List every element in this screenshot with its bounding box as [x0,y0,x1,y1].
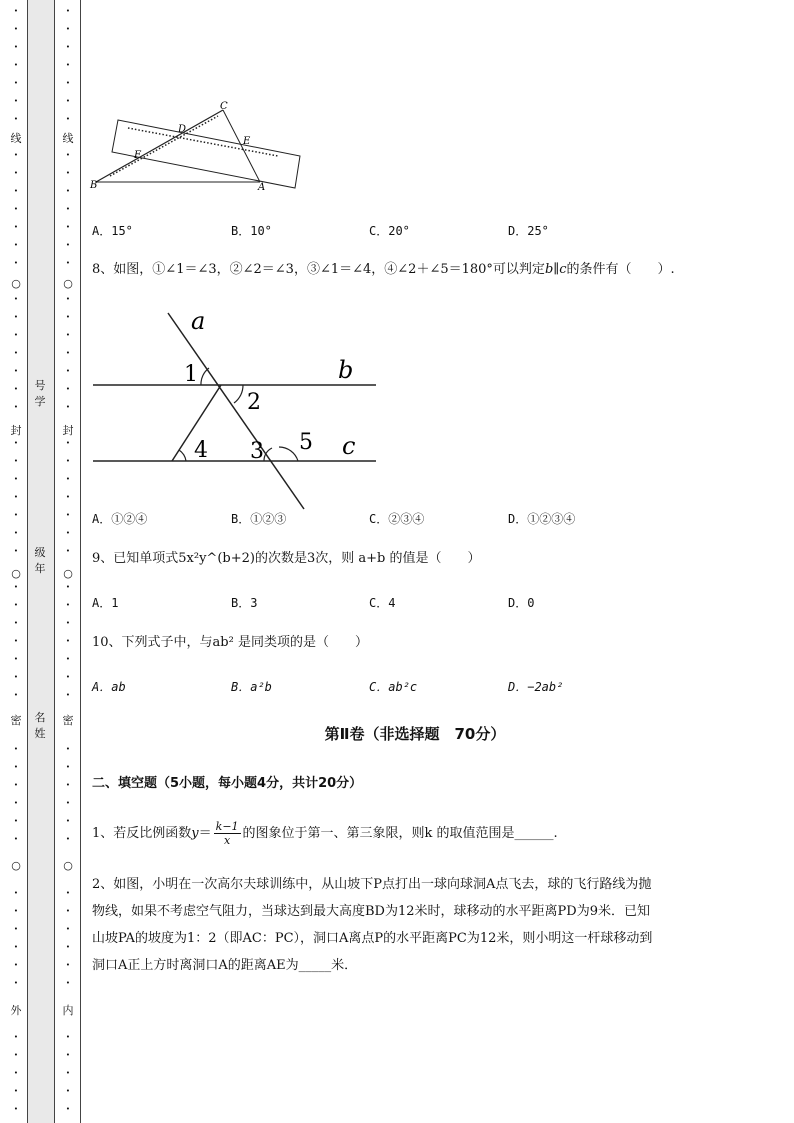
margin-dot: • [65,475,71,483]
margin-dot: • [65,493,71,501]
margin-dot: • [13,259,19,267]
student-field-grade: 级年 [34,546,46,575]
margin-dot: • [65,1033,71,1041]
margin-dot: • [65,799,71,807]
margin-dot: • [65,205,71,213]
q7-option-b[interactable]: B．10° [231,224,272,238]
left-dot-column [9,0,23,1123]
margin-dot: • [65,943,71,951]
margin-dot: • [13,43,19,51]
margin-label: 封 [10,424,22,437]
part2-title: 第Ⅱ卷（非选择题 70分） [324,725,506,743]
margin-dot: • [65,547,71,555]
margin-label: 外 [10,1004,22,1017]
margin-dot: • [65,295,71,303]
margin-dot: • [13,637,19,645]
q10-option-b[interactable]: B．a²b [231,680,272,694]
margin-label: ○ [11,859,21,872]
margin-dot: • [65,25,71,33]
q7-option-c[interactable]: C．20° [369,224,410,238]
fill-section-heading: 二、填空题（5小题，每小题4分，共计20分） [92,776,363,791]
margin-dot: • [13,79,19,87]
margin-dot: • [65,439,71,447]
margin-dot: • [13,1033,19,1041]
label-B: B [90,180,98,191]
margin-dot: • [65,7,71,15]
margin-label: 密 [62,714,74,727]
margin-dot: • [13,925,19,933]
margin-dot: • [13,745,19,753]
margin-dot: • [65,385,71,393]
margin-label: 封 [62,424,74,437]
q10-option-a[interactable]: A．ab [92,680,126,694]
margin-dot: • [65,583,71,591]
margin-dot: • [13,979,19,987]
margin-dot: • [13,583,19,591]
margin-dot: • [13,439,19,447]
q8-stem [92,256,742,283]
margin-dot: • [13,943,19,951]
margin-border-line [80,0,81,1123]
margin-dot: • [65,601,71,609]
margin-dot: • [13,187,19,195]
q8-stem-post-a: 可以判定 [492,262,545,277]
margin-dot: • [13,1087,19,1095]
margin-dot: • [65,61,71,69]
margin-dot: • [65,979,71,987]
angle-label-5: 5 [299,430,313,455]
fill1-fraction [214,820,241,847]
angle-label-4: 4 [194,438,208,463]
margin-dot: • [13,1051,19,1059]
q8-option-b[interactable]: B．①②③ [231,512,287,526]
q10-option-c[interactable]: C．ab²c [369,680,418,694]
margin-dot: • [13,331,19,339]
margin-dot: • [65,619,71,627]
margin-dot: • [65,781,71,789]
margin-dot: • [13,835,19,843]
label-E: E [243,136,251,147]
q8-option-c[interactable]: C．②③④ [369,512,425,526]
student-field-name: 名姓 [34,711,46,740]
q8-parallel-lines-figure [88,305,388,515]
margin-dot: • [13,313,19,321]
margin-dot: • [65,169,71,177]
fill1-pre: 1、若反比例函数 [92,826,192,841]
margin-dot: • [13,403,19,411]
line-label-c: c [342,432,356,460]
margin-dot: • [13,655,19,663]
margin-dot: • [13,457,19,465]
margin-label: ○ [11,567,21,580]
margin-dot: • [65,457,71,465]
margin-dot: • [65,349,71,357]
margin-label: 密 [10,714,22,727]
margin-dot: • [13,799,19,807]
margin-dot: • [65,655,71,663]
margin-dot: • [13,61,19,69]
margin-dot: • [13,295,19,303]
angle-label-1: 1 [184,362,198,387]
margin-dot: • [13,241,19,249]
margin-dot: • [13,673,19,681]
margin-dot: • [13,367,19,375]
angle-label-3: 3 [250,439,264,464]
margin-dot: • [65,691,71,699]
q8-number: 8 [92,262,101,277]
margin-label: 线 [10,132,22,145]
q8-stem-pre: 、如图， [100,262,153,277]
margin-dot: • [65,817,71,825]
q9-option-a[interactable]: A．1 [92,596,119,610]
margin-label: 线 [62,132,74,145]
q8-option-a[interactable]: A．①②④ [92,512,148,526]
margin-dot: • [13,781,19,789]
q7-option-d[interactable]: D．25° [508,224,549,238]
fill2-line: 山坡PA的坡度为1：2（即AC：PC），洞口A离点P的水平距离PC为12米，则小明这一杆球移动到 [92,931,653,946]
fill2-line: 2、如图，小明在一次高尔夫球训练中，从山坡下P点打出一球向球洞A点飞去，球的飞行路线为抛 [92,877,652,892]
q8-option-d[interactable]: D．①②③④ [508,512,576,526]
margin-dot: • [13,619,19,627]
margin-dot: • [13,385,19,393]
margin-dot: • [65,889,71,897]
margin-dot: • [13,691,19,699]
q9-option-d[interactable]: D．0 [508,596,535,610]
margin-dot: • [65,43,71,51]
margin-dot: • [65,925,71,933]
q8-stem-var: b∥c [544,262,567,277]
margin-dot: • [65,907,71,915]
margin-dot: • [13,223,19,231]
margin-dot: • [65,403,71,411]
q9-option-c[interactable]: C．4 [369,596,396,610]
margin-dot: • [65,1051,71,1059]
fill1-stem [92,820,742,847]
margin-dot: • [13,547,19,555]
margin-label: ○ [63,567,73,580]
margin-dot: • [65,187,71,195]
margin-dot: • [13,907,19,915]
margin-dot: • [65,763,71,771]
right-dot-column [61,0,75,1123]
fill1-var: y [191,826,199,841]
margin-dot: • [65,223,71,231]
margin-dot: • [13,169,19,177]
margin-dot: • [13,349,19,357]
q9-stem: 9、已知单项式5x²y^(b+2)的次数是3次，则 a+b 的值是（ ） [92,551,481,566]
margin-dot: • [65,241,71,249]
margin-dot: • [65,79,71,87]
margin-dot: • [13,1069,19,1077]
fill2-line: 洞口A正上方时离洞口A的距离AE为_____米． [92,958,358,973]
margin-dot: • [65,961,71,969]
margin-dot: • [13,817,19,825]
q9-option-b[interactable]: B．3 [231,596,258,610]
margin-dot: • [13,1105,19,1113]
fill2-stem [92,871,742,979]
line-label-b: b [338,356,354,384]
margin-dot: • [65,1087,71,1095]
margin-dot: • [13,151,19,159]
margin-label: ○ [63,277,73,290]
margin-dot: • [13,601,19,609]
margin-dot: • [65,331,71,339]
margin-dot: • [65,151,71,159]
margin-dot: • [13,475,19,483]
margin-dot: • [13,889,19,897]
margin-dot: • [13,763,19,771]
margin-dot: • [13,529,19,537]
margin-dot: • [65,529,71,537]
margin-dot: • [65,673,71,681]
q8-conditions: ①∠1＝∠3，②∠2＝∠3，③∠1＝∠4，④∠2＋∠5＝180° [152,262,493,277]
margin-dot: • [65,367,71,375]
student-field-id: 号学 [34,379,46,408]
fill1-denominator: x [223,834,231,847]
fill1-post: 的图象位于第一、第三象限，则k 的取值范围是______. [242,826,558,841]
label-F: F [134,150,141,161]
margin-label: ○ [63,859,73,872]
margin-dot: • [65,115,71,123]
margin-dot: • [65,637,71,645]
fill1-eq: ＝ [198,826,212,841]
q8-stem-post-b: 的条件有（ ）. [566,262,675,277]
q10-option-d[interactable]: D．−2ab² [508,680,564,694]
margin-dot: • [13,97,19,105]
margin-dot: • [13,511,19,519]
label-A: A [258,182,266,193]
margin-dot: • [65,835,71,843]
q10-stem: 10、下列式子中，与ab² 是同类项的是（ ） [92,635,368,650]
margin-dot: • [13,205,19,213]
margin-label: 内 [62,1004,74,1017]
margin-dot: • [13,7,19,15]
margin-dot: • [65,313,71,321]
line-label-a: a [191,307,206,335]
margin-dot: • [65,97,71,105]
q7-ruler-figure [88,98,318,198]
margin-dot: • [65,1105,71,1113]
margin-dot: • [65,745,71,753]
margin-label: ○ [11,277,21,290]
margin-dot: • [13,25,19,33]
margin-dot: • [13,493,19,501]
fill2-line: 物线，如果不考虑空气阻力，当球达到最大高度BD为12米时，球移动的水平距离PD为9米．已知 [92,904,650,919]
margin-dot: • [13,961,19,969]
margin-dot: • [65,511,71,519]
label-C: C [220,101,228,112]
margin-dot: • [13,115,19,123]
fill1-numerator: k−1 [215,820,239,833]
q7-option-a[interactable]: A．15° [92,224,133,238]
margin-dot: • [65,1069,71,1077]
margin-dot: • [65,259,71,267]
angle-label-2: 2 [247,390,261,415]
label-D: D [178,124,187,135]
